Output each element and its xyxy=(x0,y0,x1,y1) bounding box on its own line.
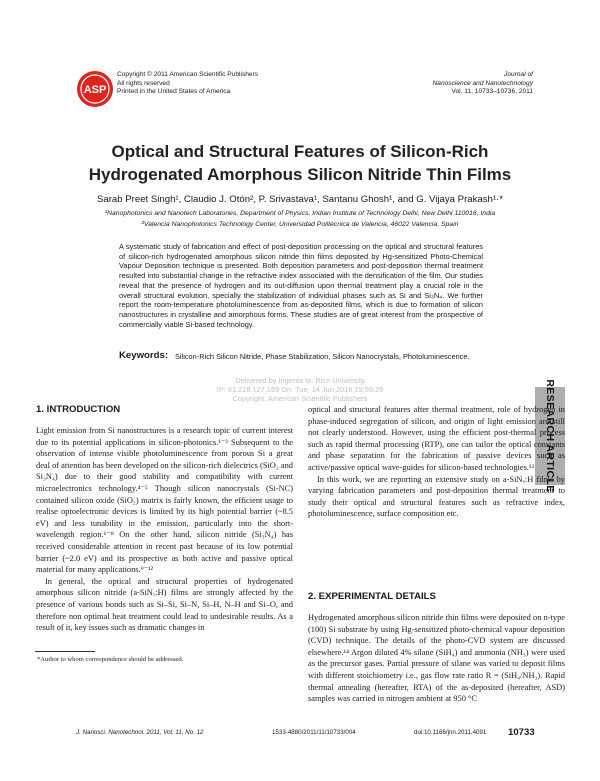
right-paragraph-1: optical and structural features after thermal treatment, role of hydrogen in phase-induced segregation of silicon, and origin of light emission are still not clearly understood. However, using the efficient post-thermal process such as rapid thermal processing (RTP), one can tailor the optical constants and phase separation for the fabrication of passive devices such as active/passive optical wave-guides for silicon-based technologies.¹³ xyxy=(308,405,565,472)
keywords-text: Silicon-Rich Silicon Nitride, Phase Stabilization, Silicon Nanocrystals, Photoluminescence. xyxy=(175,352,470,361)
journal-name-2: Nanoscience and Nanotechnology xyxy=(432,79,533,87)
footnote-rule xyxy=(35,651,95,652)
watermark-line-3: Copyright: American Scientific Publishers xyxy=(232,394,368,403)
journal-block xyxy=(433,71,533,97)
intro-paragraph-1: Light emission from Si nanostructures is a research topic of current interest due to its potential applications in silicon-photonics.¹⁻³ Subsequent to the observation of intense visible photoluminescence from porous Si a great deal of attention has been developed on the silicon-rich dielectrics (SiO₂ and Si₃N₄) due to their good stability and compatibility with current microelectronics technology.⁴⁻⁵ Though silicon nanocrystals (Si-NC) contained silicon oxide (SiO₂) matrix is fairly known, the efficient usage to realise optoelectronic devices is limited by its high potential barrier (~8.5 eV) and less tunability in the emission, particularly into the short-wavelength region.⁶⁻⁸ On the other hand, silicon nitride (Si₃N₄) has received considerable attention in recent past because of its low potential barrier (~2.0 eV) and its prospective as both active and passive optical material for many applications.⁹⁻¹² xyxy=(36,426,293,575)
keywords-label: Keywords: xyxy=(119,350,169,361)
journal-name-1: Journal of xyxy=(504,71,533,78)
experimental-paragraph-1: Hydrogenated amorphous silicon nitride thin films were deposited on n-type (100) Si substrate by using Hg-sensitized photo-chemical vapour deposition (CVD) technique. The details of the photo-CVD system are discussed elsewhere.¹⁴ Argon diluted 4% silane (SiH₄) and ammonia (NH₃) were used as the precursor gases. Partial pressure of silane was varied to deposit films with different stoichiometry i.e., gas flow rate ratio R = (SiH₄/NH₃). Rapid thermal annealing (hereafter, RTA) of the as-deposited (hereafter, ASD) samples was carried in nitrogen ambient at 950 °C xyxy=(308,613,565,704)
affiliation-1: ¹Nanophotonics and Nanotech Laboratories, Department of Physics, Indian Institute of Technology Delhi, New Delhi 110016, India xyxy=(104,210,496,217)
page-number: 10733 xyxy=(508,727,535,738)
watermark-line-1: Delivered by Ingenta to: Rice University xyxy=(235,376,365,385)
footer-doi: doi:10.1166/jnn.2011.4091 xyxy=(414,729,487,736)
printed-line: Printed in the United States of America xyxy=(117,88,231,96)
side-tab-label: RESEARCH ARTICLE xyxy=(544,379,556,493)
title-line-1: Optical and Structural Features of Silicon-Rich xyxy=(111,142,489,161)
watermark-line-2: IP: 81.218.127.169 On: Tue, 14 Jun 2016 19:59:29 xyxy=(216,385,384,394)
author-list: Sarab Preet Singh¹, Claudio J. Otón², P. Srivastava¹, Santanu Ghosh¹, and G. Vijaya Prakash¹·* xyxy=(97,194,503,205)
intro-paragraph-2: In general, the optical and structural properties of hydrogenated amorphous silicon nitride (a-SiNₓ:H) films are strongly affected by the presence of various bonds such as Si–Si, Si–N, Si–H, N–H and Si–O, and therefore non optimal heat treatment could lead to undesirable results. As a result of it, key issues such as dramatic changes in xyxy=(36,576,293,633)
copyright-line: Copyright © 2011 American Scientific Publishers xyxy=(117,71,259,78)
copyright-block xyxy=(117,71,258,97)
footer-issn: 1533-4880/2011/11/10733/004 xyxy=(272,729,356,736)
asp-logo xyxy=(76,70,114,108)
title-line-2: Hydrogenated Amorphous Silicon Nitride Thin Films xyxy=(88,165,512,184)
experimental-heading: 2. EXPERIMENTAL DETAILS xyxy=(308,591,436,602)
volume-line: Vol. 11, 10733–10736, 2011 xyxy=(451,88,533,96)
right-paragraph-2: In this work, we are reporting an extensive study on a-SiNₓ:H films by varying fabrication parameters and post-deposition thermal treatment to study their optical and structural features such as refractive index, photoluminescence, surface composition etc. xyxy=(308,474,565,519)
abstract: A systematic study of fabrication and effect of post-deposition processing on the optical and structural features of silicon-rich hydrogenated amorphous silicon nitride thin films deposited by Hg-sensitized Photo-Chemical Vapour Deposition technique is presented. Both deposition parameters and post-deposition thermal treatment resulted into substantial change in the refractive index associated with the densification of the film. Our studies reveal that the presence of hydrogen and its out-diffusion upon thermal treatment play a crucial role in the overall structural evolution, specially the stabilization of individual phases such as Si and Si₃N₄. We further report the room-temperature photoluminescence from as-deposited films, which is due to formation of silicon nanostructures in crystalline and amorphous forms. These studies are of great interest from the prospective of commercially viable Si-based technology. xyxy=(119,242,483,329)
rights-line: All rights reserved xyxy=(117,79,170,87)
download-watermark xyxy=(190,376,410,403)
footnote: *Author to whom correspondence should be addressed. xyxy=(37,656,184,663)
right-column-bottom xyxy=(308,612,565,705)
logo-text: ASP xyxy=(83,84,107,96)
footer-citation: J. Nanosci. Nanotechnol. 2011, Vol. 11, No. 12 xyxy=(76,729,204,736)
left-column xyxy=(36,425,293,634)
right-column-top xyxy=(308,404,565,520)
affiliation-2: ²Valencia Nanophotonics Technology Center, Universidad Politécnica de Valencia, 46022 Valencia, Spain xyxy=(141,221,459,228)
article-title xyxy=(60,140,540,186)
intro-heading: 1. INTRODUCTION xyxy=(36,404,121,415)
